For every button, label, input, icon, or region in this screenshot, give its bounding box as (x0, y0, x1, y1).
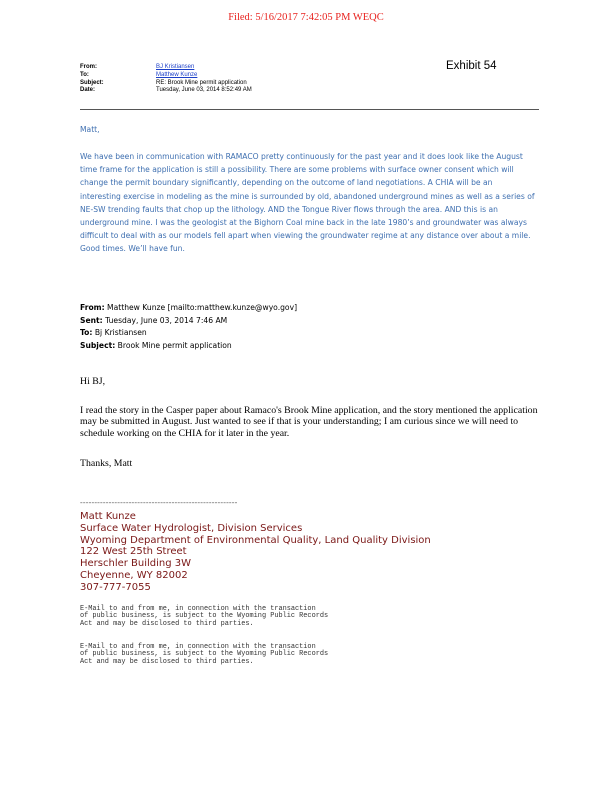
header-date-label: Date: (80, 87, 96, 94)
orig-subject-label: Subject: (80, 340, 116, 350)
original-body: I read the story in the Casper paper about Ramaco's Brook Mine application, and the story mentioned the application may be submitted in August. Just wanted to see if that is your understanding; I am curious since we will need to schedule working on the CHIA for it later in the year. (80, 405, 538, 439)
original-closing: Thanks, Matt (80, 458, 133, 469)
legal-notice-1: E-Mail to and from me, in connection with the transaction of public business, is subject to the Wyoming Public Records Act and may be disclosed to third parties. (80, 605, 329, 628)
signature-street: 122 West 25th Street (80, 546, 187, 558)
orig-sent-value: Tuesday, June 03, 2014 7:46 AM (102, 315, 228, 325)
orig-sent-row (80, 315, 535, 328)
signature-city: Cheyenne, WY 82002 (80, 569, 188, 581)
header-to-row (80, 72, 252, 80)
orig-subject-value: Brook Mine permit application (115, 340, 232, 350)
original-message-header (80, 302, 535, 352)
orig-subject-row (80, 340, 535, 353)
header-subject-row (80, 80, 252, 88)
orig-sent-label: Sent: (80, 315, 103, 325)
signature-department: Wyoming Department of Environmental Quality, Land Quality Division (80, 534, 431, 546)
reply-greeting: Matt, (80, 125, 100, 134)
orig-from-label: From: (80, 303, 105, 312)
header-from-label: From: (80, 64, 97, 70)
header-to-label: To: (80, 71, 89, 78)
signature-separator: ------------------------------------------------------- (80, 498, 238, 507)
signature-building: Herschler Building 3W (80, 558, 192, 570)
orig-from-row (80, 302, 535, 315)
legal-notice-2: E-Mail to and from me, in connection with the transaction of public business, is subject to the Wyoming Public Records Act and may be disclosed to third parties. (80, 643, 329, 666)
orig-to-label: To: (80, 328, 93, 337)
reply-body: We have been in communication with RAMACO pretty continuously for the past year and it does look like the August time frame for the application is still a possibility. There are some problems with surface owner consent which will change the permit boundary significantly, depending on the outcome of land negotiations. A CHIA will be an interesting exercise in modeling as the mine is surrounded by old, abandoned underground mines as well as a series of NE-SW trending faults that chop up the lithology. AND the Tongue River flows through the area. AND this is an underground mine. I was the geologist at the Bighorn Coal mine back in the late 1980’s and groundwater was always difficult to deal with as our models fell apart when viewing the groundwater regime at any distance over about a mile. Good times. We’ll have fun. (80, 152, 535, 254)
orig-from-value: Matthew Kunze [mailto:matthew.kunze@wyo.gov] (104, 303, 298, 312)
original-greeting: Hi BJ, (80, 376, 106, 387)
orig-to-value: Bj Kristiansen (92, 328, 147, 337)
header-to-link[interactable]: Matthew Kunze (156, 71, 198, 78)
signature-title: Surface Water Hydrologist, Division Services (80, 522, 303, 534)
header-divider (80, 109, 539, 110)
filed-stamp: Filed: 5/16/2017 7:42:05 PM WEQC (228, 12, 384, 23)
exhibit-label: Exhibit 54 (446, 60, 497, 72)
header-from-row (80, 64, 252, 72)
signature-block (80, 511, 431, 594)
email-header (80, 64, 252, 95)
signature-name: Matt Kunze (80, 511, 136, 522)
signature-phone: 307-777-7055 (80, 581, 151, 593)
header-date-value: Tuesday, June 03, 2014 8:52:49 AM (156, 87, 252, 94)
header-from-link[interactable]: BJ Kristiansen (156, 64, 195, 70)
orig-to-row (80, 327, 535, 340)
header-subject-value: RE: Brook Mine permit application (156, 79, 247, 86)
header-subject-label: Subject: (80, 79, 104, 86)
header-date-row (80, 87, 252, 95)
